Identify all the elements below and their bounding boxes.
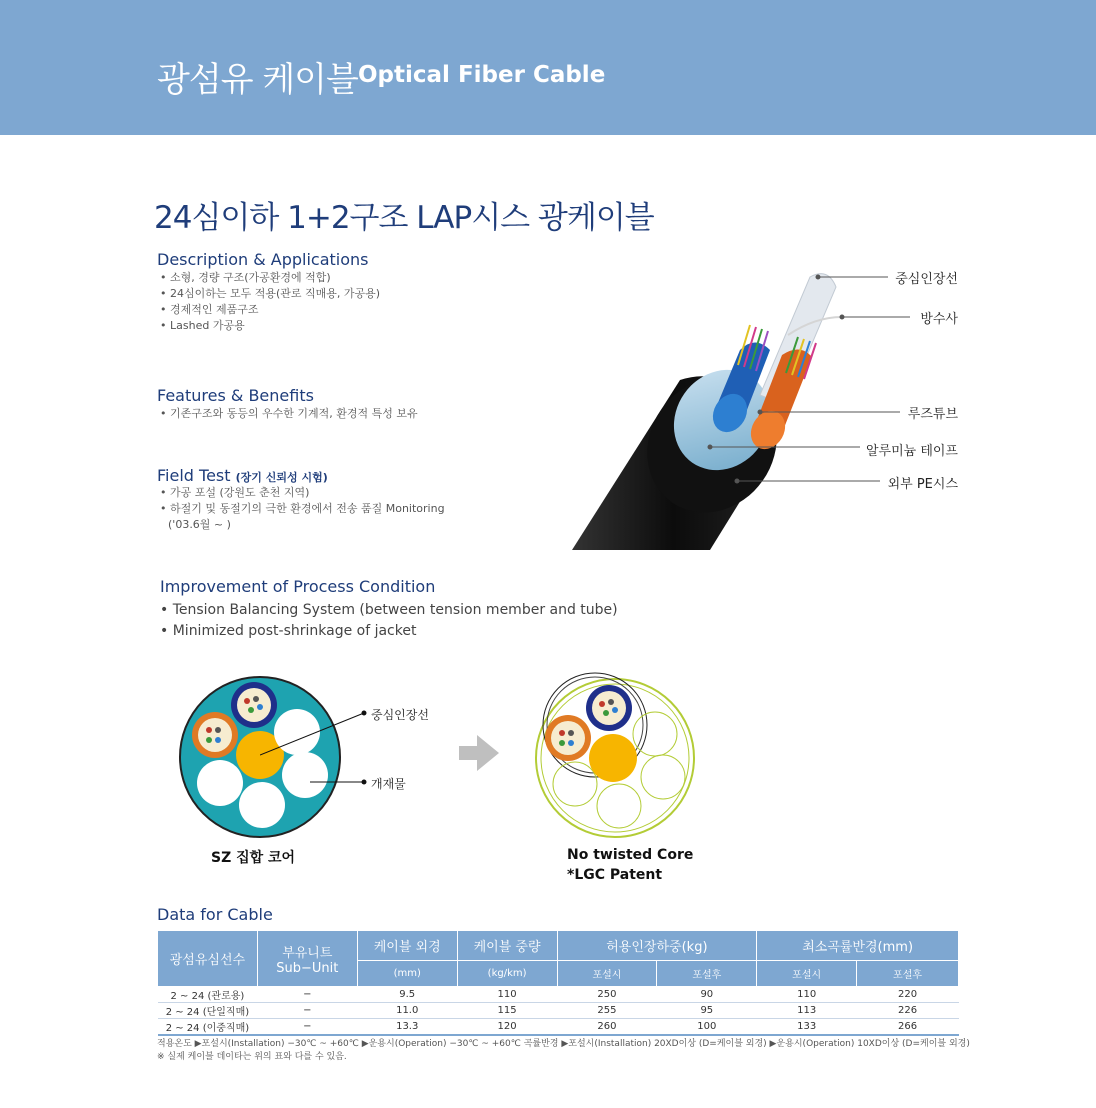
- header-tension: 허용인장하중(kg): [557, 931, 757, 961]
- table-cell: 250: [557, 987, 657, 1003]
- table-cell: 110: [457, 987, 557, 1003]
- diagram-leader-lines: [260, 700, 380, 800]
- list-item: • Tension Balancing System (between tension member and tube): [160, 600, 618, 621]
- list-item: • 기존구조와 동등의 우수한 기계적, 환경적 특성 보유: [160, 406, 418, 422]
- table-cell: 11.0: [357, 1003, 457, 1019]
- table-cell: 2 ~ 24 (이중직매): [158, 1019, 258, 1036]
- description-title: Description & Applications: [157, 250, 369, 269]
- features-title: Features & Benefits: [157, 386, 314, 405]
- table-cell: 133: [757, 1019, 857, 1036]
- table-title: Data for Cable: [157, 905, 273, 924]
- table-cell: −: [257, 1019, 357, 1036]
- data-table: [157, 930, 959, 1036]
- header-title-en: Optical Fiber Cable: [358, 62, 606, 88]
- footnote-conditions: 적용온도 ▶포설시(Installation) −30℃ ~ +60℃ ▶운용시(Operation) −30℃ ~ +60℃ 곡률반경 ▶포설시(Installation) 20XD이상 (D=케이블 외경) ▶운용시(Operation) 10XD이상 (D=케이블 외경): [157, 1039, 970, 1049]
- table-cell: 255: [557, 1003, 657, 1019]
- header-subunit: [257, 931, 357, 987]
- tension-after: 포설후: [657, 961, 757, 987]
- table-row: [158, 1003, 959, 1019]
- table-cell: 220: [857, 987, 959, 1003]
- callout-strength-member: 중심인장선: [895, 272, 958, 287]
- list-item: • 하절기 및 동절기의 극한 환경에서 전송 품질 Monitoring: [160, 501, 445, 517]
- table-cell: 115: [457, 1003, 557, 1019]
- features-list: [160, 406, 418, 422]
- right-diagram-caption: No twisted Core: [567, 847, 694, 863]
- callout-water-yarn: 방수사: [920, 312, 958, 327]
- left-diagram-caption: SZ 집합 코어: [211, 850, 296, 866]
- list-item: • 경제적인 제품구조: [160, 302, 380, 318]
- table-row: [158, 1019, 959, 1036]
- list-item: • Lashed 가공용: [160, 318, 380, 334]
- header-subunit-en: Sub−Unit: [276, 960, 339, 976]
- header-bend-radius: 최소곡률반경(mm): [757, 931, 959, 961]
- table-cell: 2 ~ 24 (단일직매): [158, 1003, 258, 1019]
- table-cell: 13.3: [357, 1019, 457, 1036]
- field-test-subtitle: (장기 신뢰성 시험): [235, 471, 328, 484]
- unit-weight: (kg/km): [457, 961, 557, 987]
- header-diameter: 케이블 외경: [357, 931, 457, 961]
- table-cell: 226: [857, 1003, 959, 1019]
- list-item: • 가공 포설 (강원도 춘천 지역): [160, 485, 445, 501]
- table-cell: 113: [757, 1003, 857, 1019]
- field-test-list: [160, 485, 445, 533]
- unit-diameter: (mm): [357, 961, 457, 987]
- table-cell: 260: [557, 1019, 657, 1036]
- header-title-ko: 광섬유 케이블: [157, 60, 358, 100]
- field-test-title: [157, 466, 328, 485]
- patent-caption: *LGC Patent: [567, 867, 663, 883]
- table-row: [158, 987, 959, 1003]
- tension-install: 포설시: [557, 961, 657, 987]
- filler: [197, 760, 243, 806]
- no-twisted-core-diagram: [533, 672, 698, 842]
- header-subunit-ko: 부유니트: [282, 945, 333, 961]
- table-cell: 95: [657, 1003, 757, 1019]
- page-title: 24심이하 1+2구조 LAP시스 광케이블: [154, 200, 654, 236]
- footnote-disclaimer: ※ 실제 케이블 데이타는 위의 표와 다를 수 있음.: [157, 1052, 347, 1062]
- header-weight: 케이블 중량: [457, 931, 557, 961]
- list-item-continuation: ('03.6월 ~ ): [168, 518, 231, 531]
- table-cell: 9.5: [357, 987, 457, 1003]
- table-cell: 90: [657, 987, 757, 1003]
- field-test-heading: Field Test: [157, 466, 231, 485]
- table-cell: 120: [457, 1019, 557, 1036]
- footnotes: [157, 1038, 970, 1064]
- list-item: • 소형, 경량 구조(가공환경에 적합): [160, 270, 380, 286]
- table-cell: −: [257, 987, 357, 1003]
- label-center-member: 중심인장선: [371, 708, 429, 722]
- improvement-title: Improvement of Process Condition: [160, 577, 436, 596]
- table-cell: 110: [757, 987, 857, 1003]
- callout-loose-tube: 루즈튜브: [907, 407, 958, 422]
- callout-aluminum-tape: 알루미늄 테이프: [865, 444, 958, 459]
- bend-install: 포설시: [757, 961, 857, 987]
- improvement-list: [160, 600, 618, 642]
- bend-after: 포설후: [857, 961, 959, 987]
- list-item: • 24심이하는 모두 적용(관로 직매용, 가공용): [160, 286, 380, 302]
- table-cell: 266: [857, 1019, 959, 1036]
- table-cell: 100: [657, 1019, 757, 1036]
- arrow-right-icon: [459, 735, 499, 771]
- callout-pe-sheath: 외부 PE시스: [887, 477, 958, 492]
- header-fiber-count: 광섬유심선수: [158, 931, 258, 987]
- label-filler: 개재물: [371, 777, 406, 791]
- description-list: [160, 270, 380, 334]
- table-cell: 2 ~ 24 (관로용): [158, 987, 258, 1003]
- list-item: • Minimized post-shrinkage of jacket: [160, 621, 618, 642]
- table-cell: −: [257, 1003, 357, 1019]
- center-strength-member: [589, 734, 637, 782]
